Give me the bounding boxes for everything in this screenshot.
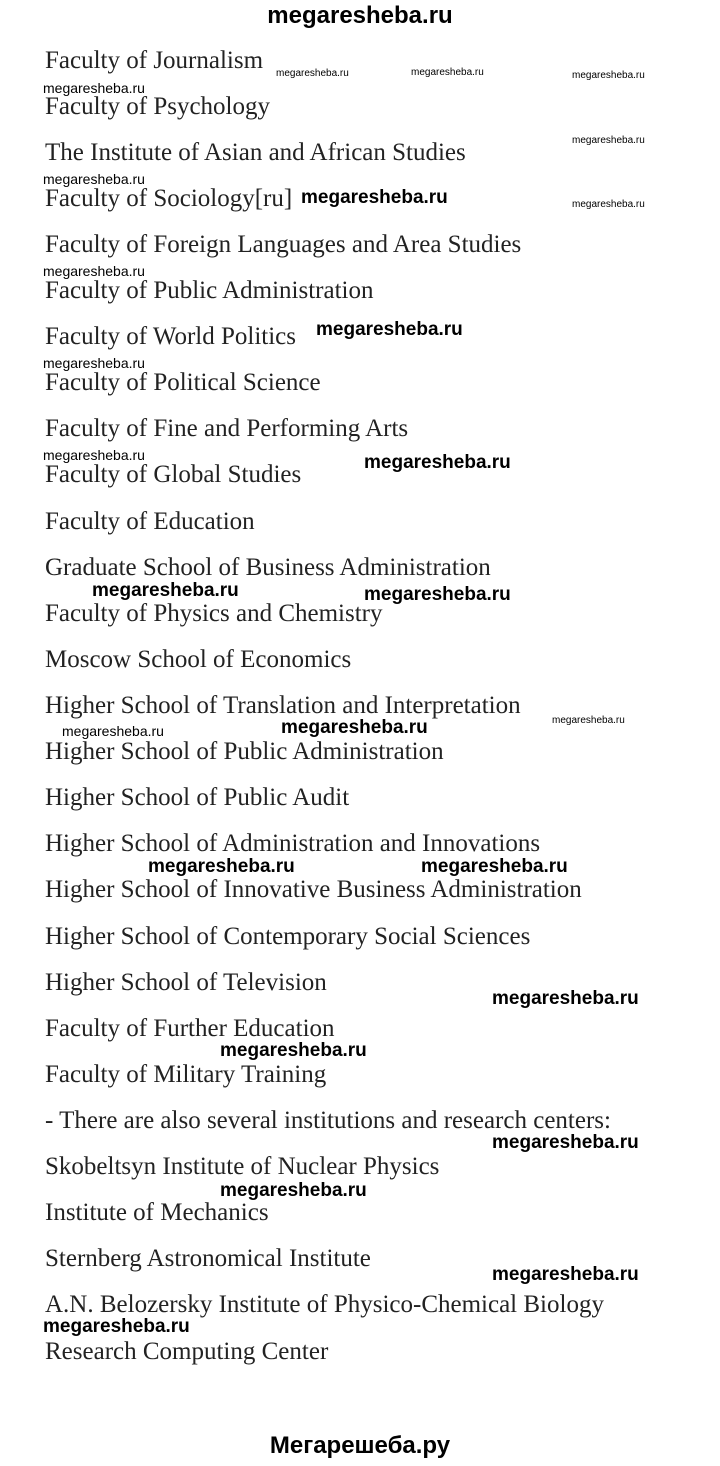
list-item: Faculty of Political Science bbox=[45, 369, 321, 396]
watermark: megaresheba.ru bbox=[364, 584, 511, 605]
list-item: Faculty of Foreign Languages and Area Studies bbox=[45, 231, 522, 258]
list-item: Faculty of Global Studies bbox=[45, 461, 302, 488]
watermark: megaresheba.ru bbox=[220, 1180, 367, 1201]
list-item: Higher School of Administration and Innovations bbox=[45, 830, 541, 857]
watermark: megaresheba.ru bbox=[421, 856, 568, 877]
list-item: Sternberg Astronomical Institute bbox=[45, 1245, 371, 1272]
list-item: Faculty of Public Administration bbox=[45, 277, 374, 304]
watermark: megaresheba.ru bbox=[364, 452, 511, 473]
list-item: Faculty of World Politics bbox=[45, 323, 296, 350]
list-item: Faculty of Further Education bbox=[45, 1015, 335, 1042]
list-item: Higher School of Public Audit bbox=[45, 784, 350, 811]
watermark: megaresheba.ru bbox=[572, 135, 645, 146]
list-item: Higher School of Contemporary Social Sciences bbox=[45, 923, 531, 950]
list-item: The Institute of Asian and African Studies bbox=[45, 139, 466, 166]
watermark: megaresheba.ru bbox=[281, 717, 428, 738]
bullet-line: - There are also several institutions and research centers: bbox=[45, 1107, 611, 1134]
watermark: megaresheba.ru bbox=[43, 355, 145, 371]
watermark: megaresheba.ru bbox=[43, 171, 145, 187]
watermark: megaresheba.ru bbox=[43, 447, 145, 463]
watermark: megaresheba.ru bbox=[492, 1264, 639, 1285]
watermark: megaresheba.ru bbox=[43, 80, 145, 96]
list-item: Institute of Mechanics bbox=[45, 1199, 269, 1226]
list-item: Faculty of Sociology[ru] bbox=[45, 185, 293, 212]
list-item: Graduate School of Business Administration bbox=[45, 554, 491, 581]
site-header: megaresheba.ru bbox=[267, 2, 453, 29]
list-item: Skobeltsyn Institute of Nuclear Physics bbox=[45, 1153, 440, 1180]
list-item: Faculty of Military Training bbox=[45, 1061, 327, 1088]
list-item: Moscow School of Economics bbox=[45, 646, 352, 673]
watermark: megaresheba.ru bbox=[552, 715, 625, 726]
watermark: megaresheba.ru bbox=[572, 70, 645, 81]
watermark: megaresheba.ru bbox=[220, 1040, 367, 1061]
list-item: Faculty of Psychology bbox=[45, 93, 270, 120]
list-item: Higher School of Television bbox=[45, 969, 327, 996]
watermark: megaresheba.ru bbox=[276, 68, 349, 79]
watermark: megaresheba.ru bbox=[411, 67, 484, 78]
list-item: Higher School of Translation and Interpretation bbox=[45, 692, 521, 719]
watermark: megaresheba.ru bbox=[492, 988, 639, 1009]
watermark: megaresheba.ru bbox=[62, 723, 164, 739]
watermark: megaresheba.ru bbox=[492, 1132, 639, 1153]
watermark: megaresheba.ru bbox=[43, 263, 145, 279]
watermark: megaresheba.ru bbox=[148, 856, 295, 877]
list-item: Faculty of Education bbox=[45, 508, 255, 535]
list-item: A.N. Belozersky Institute of Physico-Chemical Biology bbox=[45, 1291, 604, 1318]
watermark: megaresheba.ru bbox=[92, 580, 239, 601]
list-item: Research Computing Center bbox=[45, 1338, 329, 1365]
watermark: megaresheba.ru bbox=[43, 1316, 190, 1337]
watermark: megaresheba.ru bbox=[301, 187, 448, 208]
list-item: Faculty of Physics and Chemistry bbox=[45, 600, 383, 627]
list-item: Higher School of Public Administration bbox=[45, 738, 444, 765]
list-item: Higher School of Innovative Business Administration bbox=[45, 876, 582, 903]
list-item: Faculty of Fine and Performing Arts bbox=[45, 415, 409, 442]
watermark: megaresheba.ru bbox=[572, 199, 645, 210]
watermark: megaresheba.ru bbox=[316, 319, 463, 340]
site-footer: Мегарешеба.ру bbox=[269, 1432, 451, 1459]
list-item: Faculty of Journalism bbox=[45, 47, 264, 74]
